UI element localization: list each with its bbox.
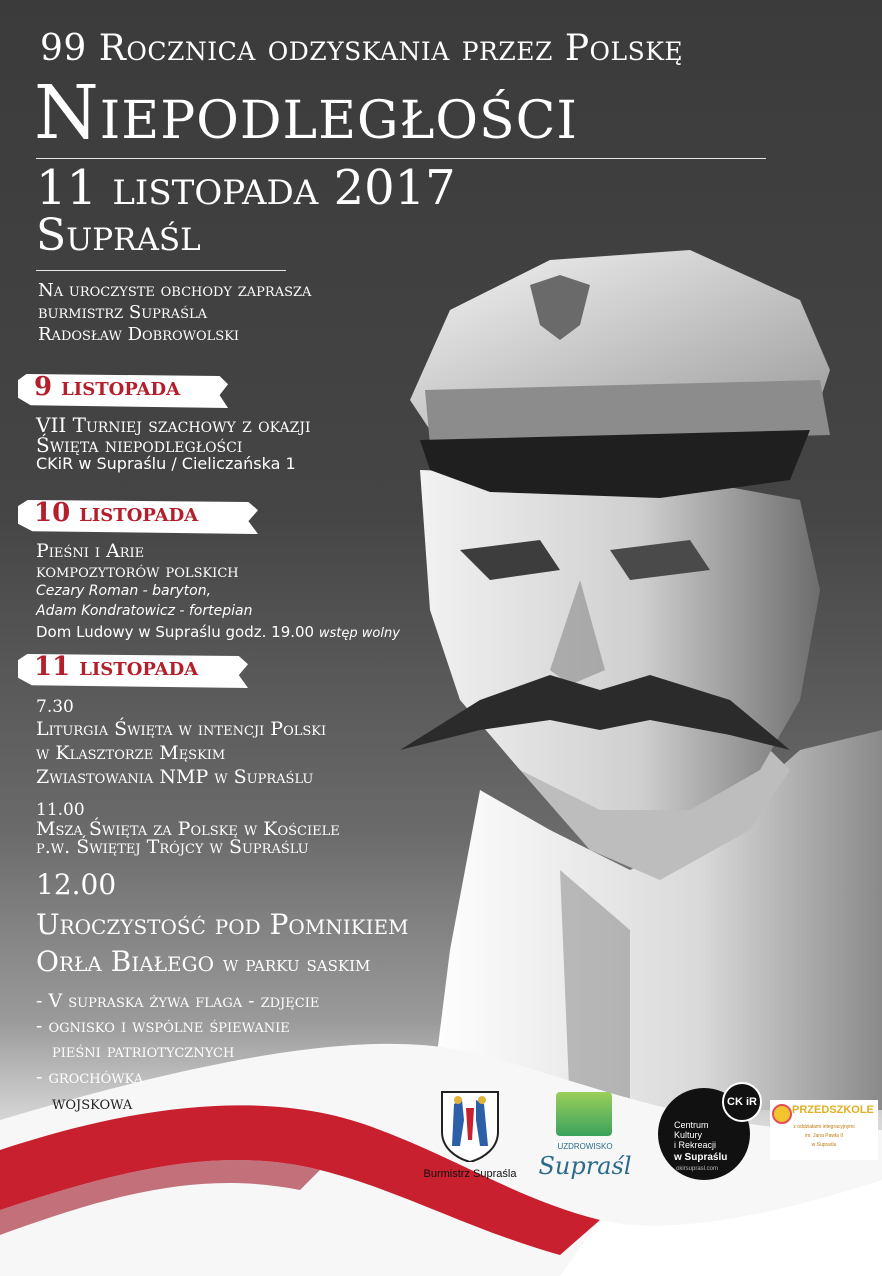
event-uroczystosc-2 bbox=[36, 945, 370, 978]
uzdrowisko-name: Supraśl bbox=[538, 1152, 632, 1180]
event-liturgia-1: Liturgia Święta w intencji Polski bbox=[36, 718, 327, 740]
day10-title-1: Pieśni i Arie bbox=[36, 540, 145, 562]
ckir-mark: CK iR bbox=[722, 1082, 762, 1122]
event-liturgia-3: Zwiastowania NMP w Supraślu bbox=[36, 766, 314, 788]
bullet-ognisko-cont: pieśni patriotycznych bbox=[52, 1040, 235, 1062]
logo-uzdrowisko bbox=[530, 1092, 640, 1192]
page-title: Niepodległości bbox=[34, 70, 578, 156]
invitation-line-2: burmistrz Supraśla bbox=[38, 302, 207, 323]
time-11-00: 11.00 bbox=[36, 800, 85, 820]
day10-performer-1: Cezary Roman - baryton, bbox=[36, 583, 212, 599]
logo-burmistrz bbox=[420, 1090, 520, 1190]
day10-place-text: Dom Ludowy w Supraślu godz. 19.00 bbox=[36, 623, 315, 641]
bullet-grochowka-cont: wojskowa bbox=[52, 1092, 133, 1114]
bullet-grochowka: - grochówka bbox=[36, 1066, 144, 1088]
header-anniversary-line: 99 Rocznica odzyskania przez Polskę bbox=[40, 28, 684, 69]
event-place: Supraśl bbox=[36, 210, 201, 261]
bullet-ognisko: - ognisko i wspólne śpiewanie bbox=[36, 1015, 290, 1037]
uzdrowisko-mark-icon bbox=[556, 1092, 612, 1136]
header-divider bbox=[36, 158, 766, 159]
event-uroczystosc-1: Uroczystość pod Pomnikiem bbox=[36, 908, 409, 941]
day10-title-2: kompozytorów polskich bbox=[36, 560, 239, 582]
date-label-11: 11 listopada bbox=[34, 652, 199, 682]
day9-title-2: Święta niepodległości bbox=[36, 433, 243, 457]
bullet-zywa-flaga: - V supraska żywa flaga - zdjęcie bbox=[36, 990, 320, 1012]
day10-place bbox=[36, 623, 400, 641]
event-liturgia-2: w Klasztorze Męskim bbox=[36, 742, 226, 764]
time-12-00: 12.00 bbox=[36, 868, 117, 901]
invitation-line-3: Radosław Dobrowolski bbox=[38, 324, 240, 345]
event-msza-1: Msza Święta za Polskę w Kościele bbox=[36, 818, 340, 840]
ckir-line-2: Kultury bbox=[674, 1130, 703, 1140]
day9-place: CKiR w Supraślu / Cieliczańska 1 bbox=[36, 454, 296, 473]
logo-przedszkole bbox=[770, 1100, 878, 1160]
logo-burmistrz-label: Burmistrz Supraśla bbox=[423, 1168, 517, 1180]
przedszkole-flower-icon bbox=[772, 1104, 792, 1124]
ckir-line-1: Centrum bbox=[674, 1120, 709, 1130]
uzdrowisko-small-label: UZDROWISKO bbox=[557, 1142, 613, 1151]
ckir-line-4: w Supraślu bbox=[674, 1152, 728, 1163]
day10-performer-2: Adam Kondratowicz - fortepian bbox=[36, 603, 253, 619]
event-park-saski: w parku saskim bbox=[222, 952, 371, 977]
przedszkole-sub-1: z oddziałami integracyjnymi bbox=[793, 1124, 855, 1130]
przedszkole-name: PRZEDSZKOLE bbox=[792, 1104, 874, 1116]
przedszkole-sub-3: w Supraślu bbox=[811, 1142, 837, 1148]
invitation-line-1: Na uroczyste obchody zaprasza bbox=[38, 280, 312, 301]
date-label-10: 10 listopada bbox=[34, 498, 199, 528]
ckir-url: okirsuprasl.com bbox=[676, 1166, 719, 1172]
day10-entry: wstęp wolny bbox=[318, 626, 400, 641]
coat-of-arms-icon bbox=[440, 1090, 500, 1162]
portrait-illustration bbox=[330, 230, 882, 1110]
place-divider bbox=[36, 270, 286, 271]
event-date: 11 listopada 2017 bbox=[36, 160, 456, 216]
event-orla-bialego: Orła Białego bbox=[36, 945, 215, 978]
event-msza-2: p.w. Świętej Trójcy w Supraślu bbox=[36, 836, 309, 858]
day9-title-1: VII Turniej szachowy z okazji bbox=[36, 413, 311, 437]
date-label-9: 9 listopada bbox=[34, 372, 181, 402]
ckir-line-3: i Rekreacji bbox=[674, 1140, 717, 1150]
przedszkole-sub-2: im. Jana Pawła II bbox=[804, 1133, 844, 1139]
logo-ckir bbox=[658, 1082, 762, 1186]
time-7-30: 7.30 bbox=[36, 697, 74, 717]
